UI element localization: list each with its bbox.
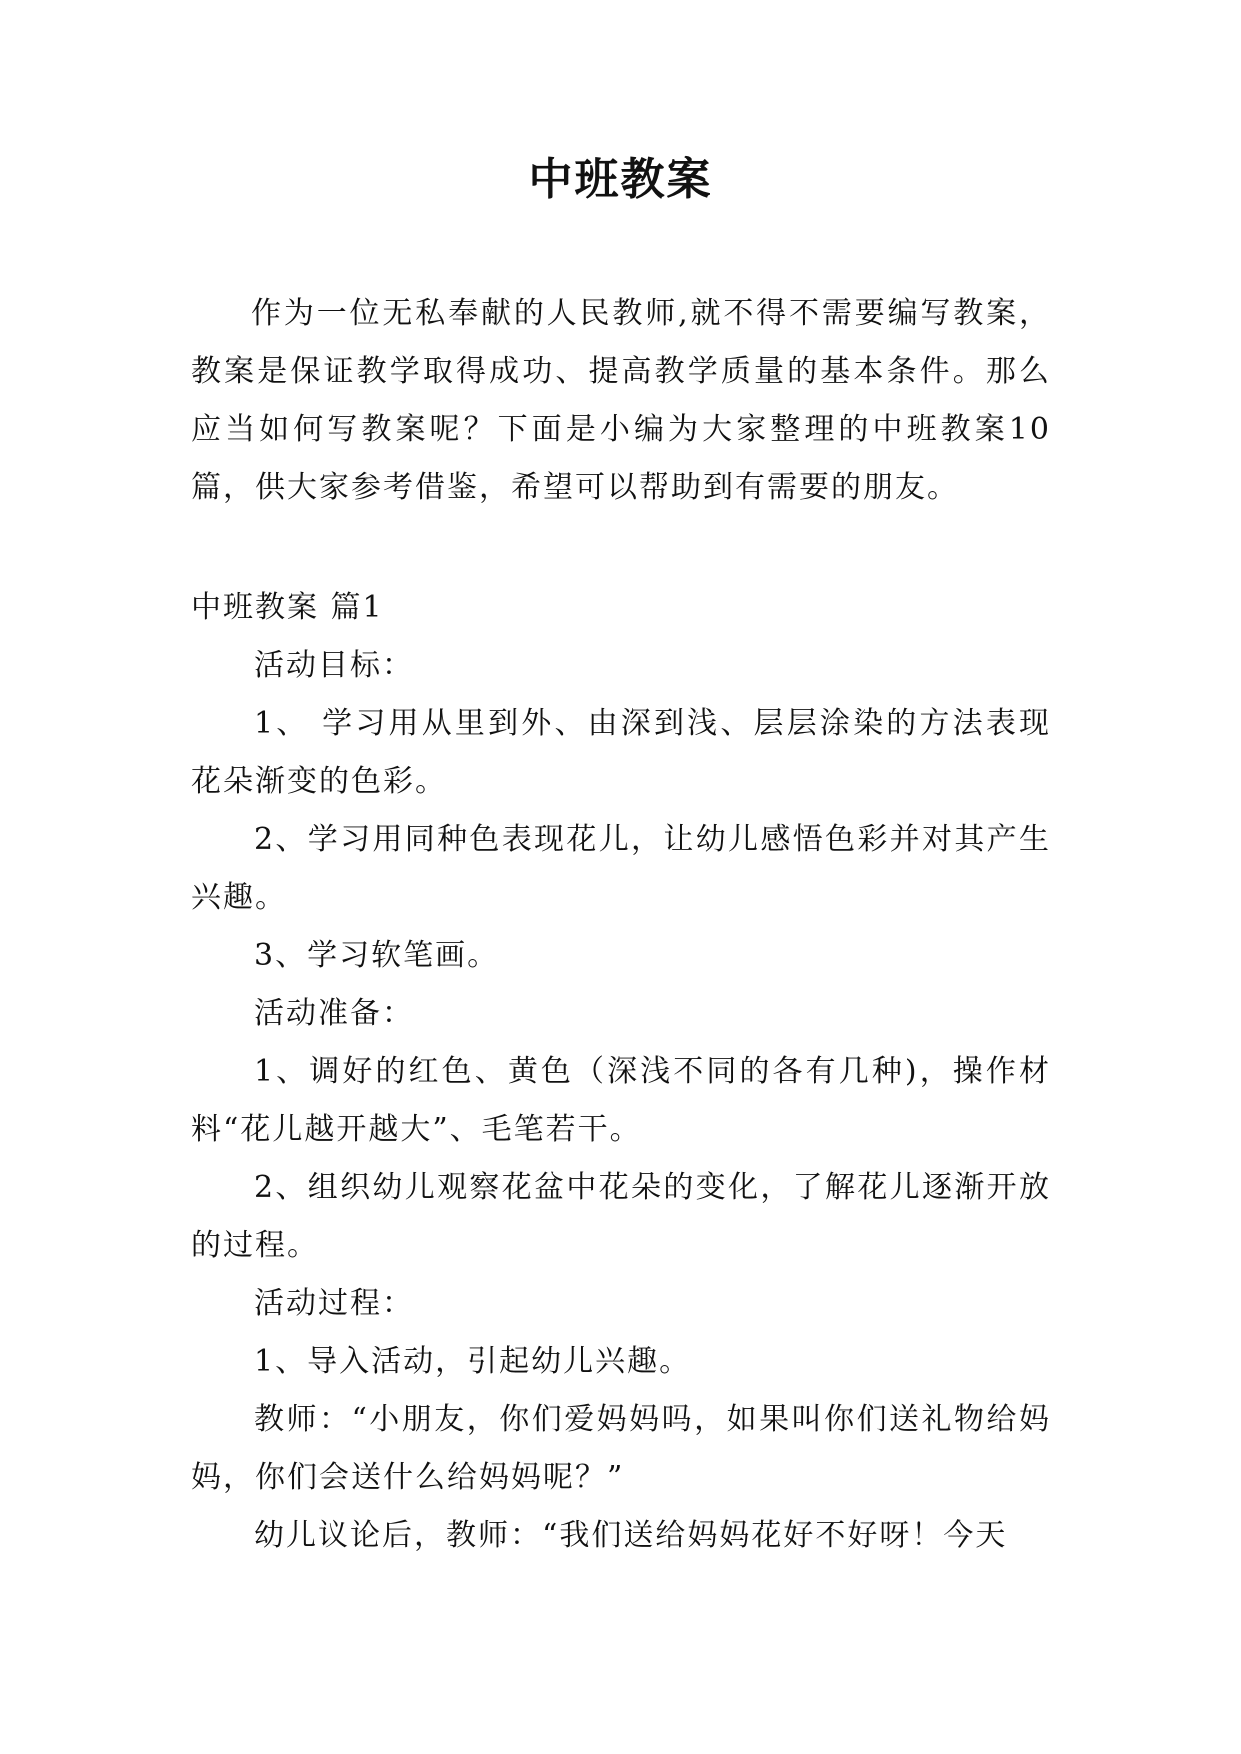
- intro-paragraph: 作为一位无私奉献的人民教师,就不得不需要编写教案，教案是保证教学取得成功、提高教学质量的基本条件。那么应当如何写教案呢？下面是小编为大家整理的中班教案10篇，供大家参考借鉴，希望可以帮助到有需要的朋友。: [191, 296, 1051, 505]
- section-heading: 中班教案 篇1: [191, 590, 384, 625]
- preparation-item-1: 1、调好的红色、黄色（深浅不同的各有几种)，操作材料“花儿越开越大”、毛笔若干。: [191, 1054, 1051, 1147]
- document-title: 中班教案: [528, 154, 713, 205]
- children-discussion: 幼儿议论后，教师：“我们送给妈妈花好不好呀！今天: [254, 1518, 1008, 1553]
- document-body: [191, 285, 1051, 1565]
- preparation-item-2: 2、组织幼儿观察花盆中花朵的变化，了解花儿逐渐开放的过程。: [191, 1170, 1051, 1263]
- heading-activity-goals: 活动目标：: [254, 648, 414, 683]
- process-step-1: 1、导入活动，引起幼儿兴趣。: [254, 1344, 692, 1379]
- heading-activity-preparation: 活动准备：: [254, 996, 414, 1031]
- lesson-section-1: [191, 579, 1051, 1565]
- intro-section: [191, 285, 1051, 517]
- teacher-dialogue: 教师：“小朋友，你们爱妈妈吗，如果叫你们送礼物给妈妈，你们会送什么给妈妈呢？”: [191, 1402, 1051, 1495]
- goal-item-2: 2、学习用同种色表现花儿，让幼儿感悟色彩并对其产生兴趣。: [191, 822, 1051, 915]
- goal-item-1: 1、 学习用从里到外、由深到浅、层层涂染的方法表现花朵渐变的色彩。: [191, 706, 1051, 799]
- heading-activity-process: 活动过程：: [254, 1286, 414, 1321]
- goal-item-3: 3、学习软笔画。: [254, 938, 500, 973]
